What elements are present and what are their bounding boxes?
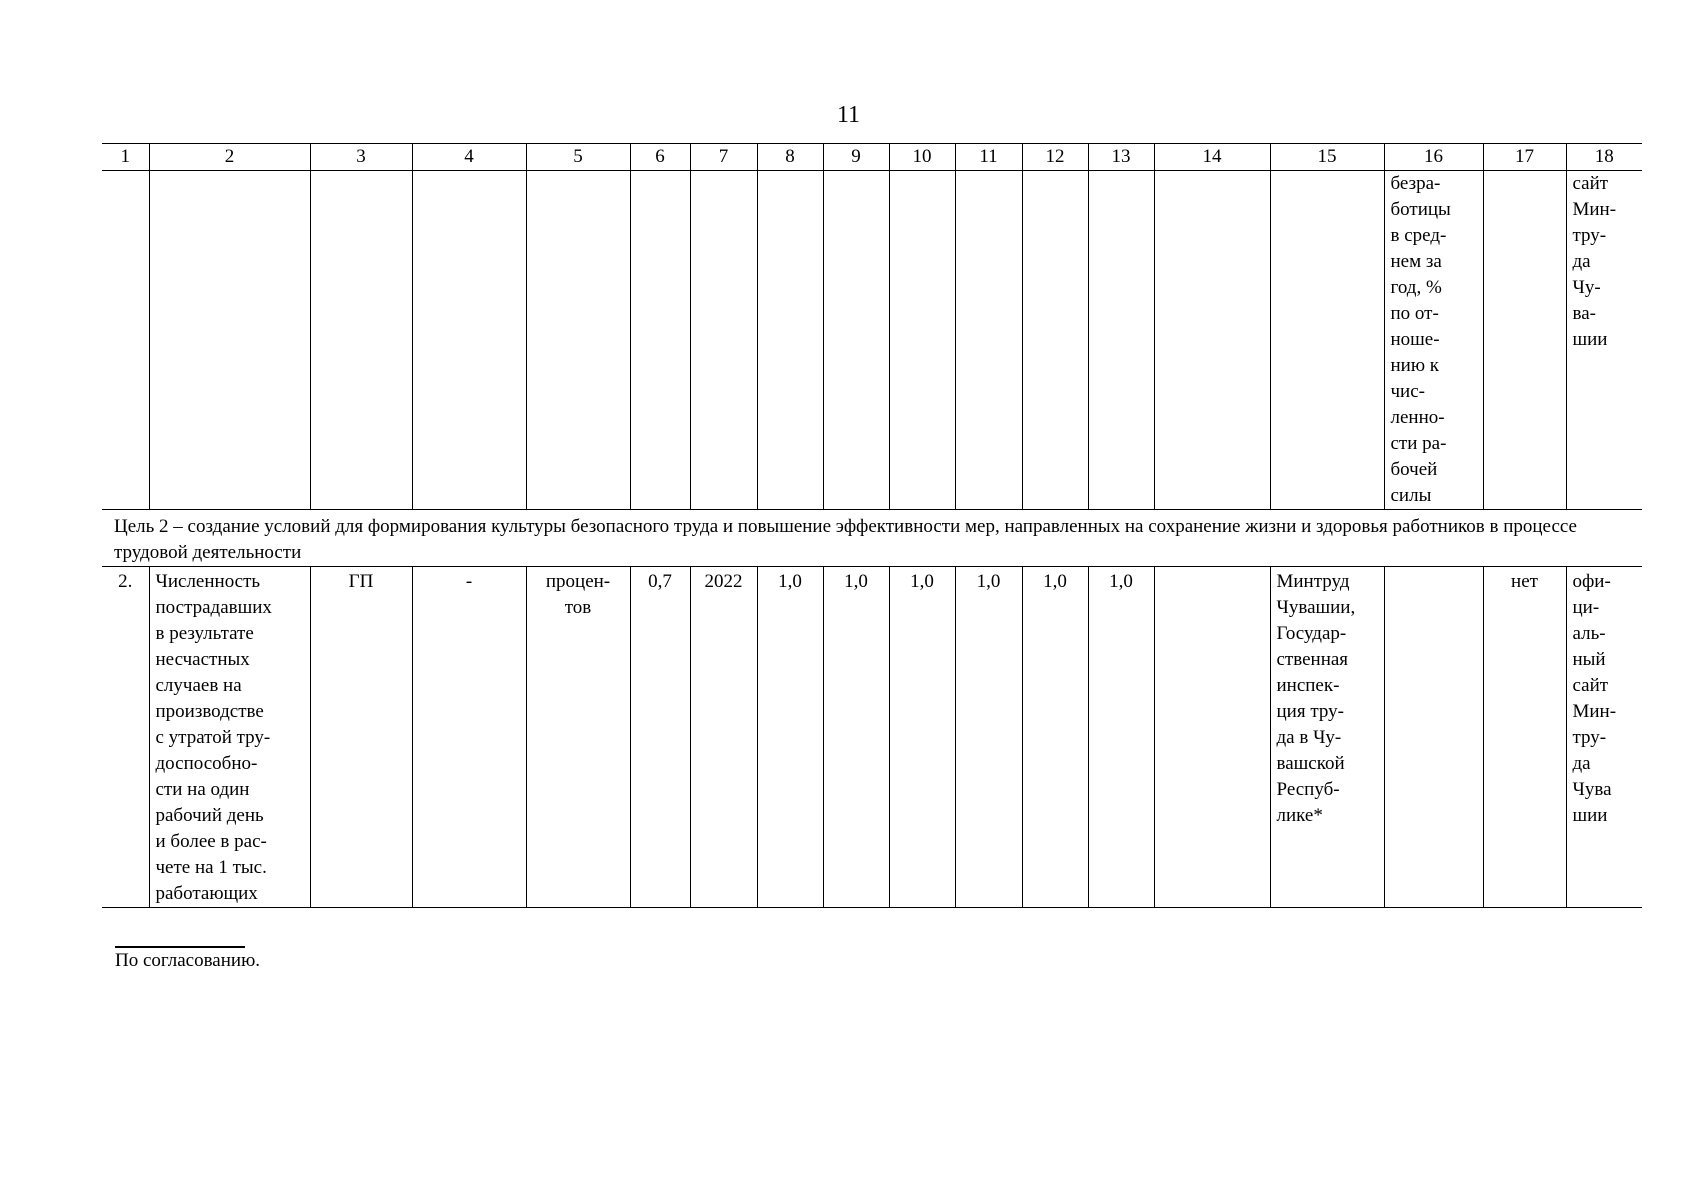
col-header-1: 1: [102, 144, 149, 171]
col-header-15: 15: [1270, 144, 1384, 171]
col-header-17: 17: [1483, 144, 1566, 171]
indicator-c12: 1,0: [1022, 567, 1088, 908]
goal-text: Цель 2 – создание условий для формирования культуры безопасного труда и повышение эффективности мер, направленных на сохранение жизни и здоровья работников в процессе трудовой деятельности: [102, 510, 1642, 567]
indicators-table: [102, 143, 1642, 908]
indicator-name: Численность пострадавших в результате несчастных случаев на производстве с утратой тру- доспособно- сти на один рабочий день и более в рас- чете на 1 тыс. работающих: [149, 567, 310, 908]
indicator-c10: 1,0: [889, 567, 955, 908]
continued-cell-16: безра- ботицы в сред- нем за год, % по от- ноше- нию к чис- ленно- сти ра- бочей силы: [1384, 171, 1483, 510]
indicator-c11: 1,0: [955, 567, 1022, 908]
col-header-2: 2: [149, 144, 310, 171]
indicator-c14: [1154, 567, 1270, 908]
footnote-divider: [115, 946, 245, 948]
goal-row: [102, 510, 1642, 567]
indicator-source: офи- ци- аль- ный сайт Мин- тру- да Чува шии: [1566, 567, 1642, 908]
indicator-c17: нет: [1483, 567, 1566, 908]
column-number-row: [102, 144, 1642, 171]
col-header-12: 12: [1022, 144, 1088, 171]
indicator-base-value: 0,7: [630, 567, 690, 908]
indicator-c3: ГП: [310, 567, 412, 908]
page-number: 11: [836, 102, 861, 128]
col-header-13: 13: [1088, 144, 1154, 171]
col-header-7: 7: [690, 144, 757, 171]
indicator-c16: [1384, 567, 1483, 908]
col-header-4: 4: [412, 144, 526, 171]
col-header-5: 5: [526, 144, 630, 171]
indicator-unit: процен- тов: [526, 567, 630, 908]
col-header-14: 14: [1154, 144, 1270, 171]
indicator-c8: 1,0: [757, 567, 823, 908]
indicator-row: [102, 567, 1642, 908]
col-header-3: 3: [310, 144, 412, 171]
indicator-c4: -: [412, 567, 526, 908]
indicator-c13: 1,0: [1088, 567, 1154, 908]
col-header-9: 9: [823, 144, 889, 171]
continuation-row: [102, 171, 1642, 510]
col-header-11: 11: [955, 144, 1022, 171]
col-header-18: 18: [1566, 144, 1642, 171]
col-header-16: 16: [1384, 144, 1483, 171]
col-header-8: 8: [757, 144, 823, 171]
indicator-responsible: Минтруд Чувашии, Государ- ственная инспек- ция тру- да в Чу- вашской Респуб- лике*: [1270, 567, 1384, 908]
col-header-6: 6: [630, 144, 690, 171]
indicator-number: 2.: [102, 567, 149, 908]
indicator-c9: 1,0: [823, 567, 889, 908]
footnote: По согласованию.: [115, 950, 261, 971]
indicator-base-year: 2022: [690, 567, 757, 908]
col-header-10: 10: [889, 144, 955, 171]
continued-cell-18: сайт Мин- тру- да Чу- ва- шии: [1566, 171, 1642, 510]
